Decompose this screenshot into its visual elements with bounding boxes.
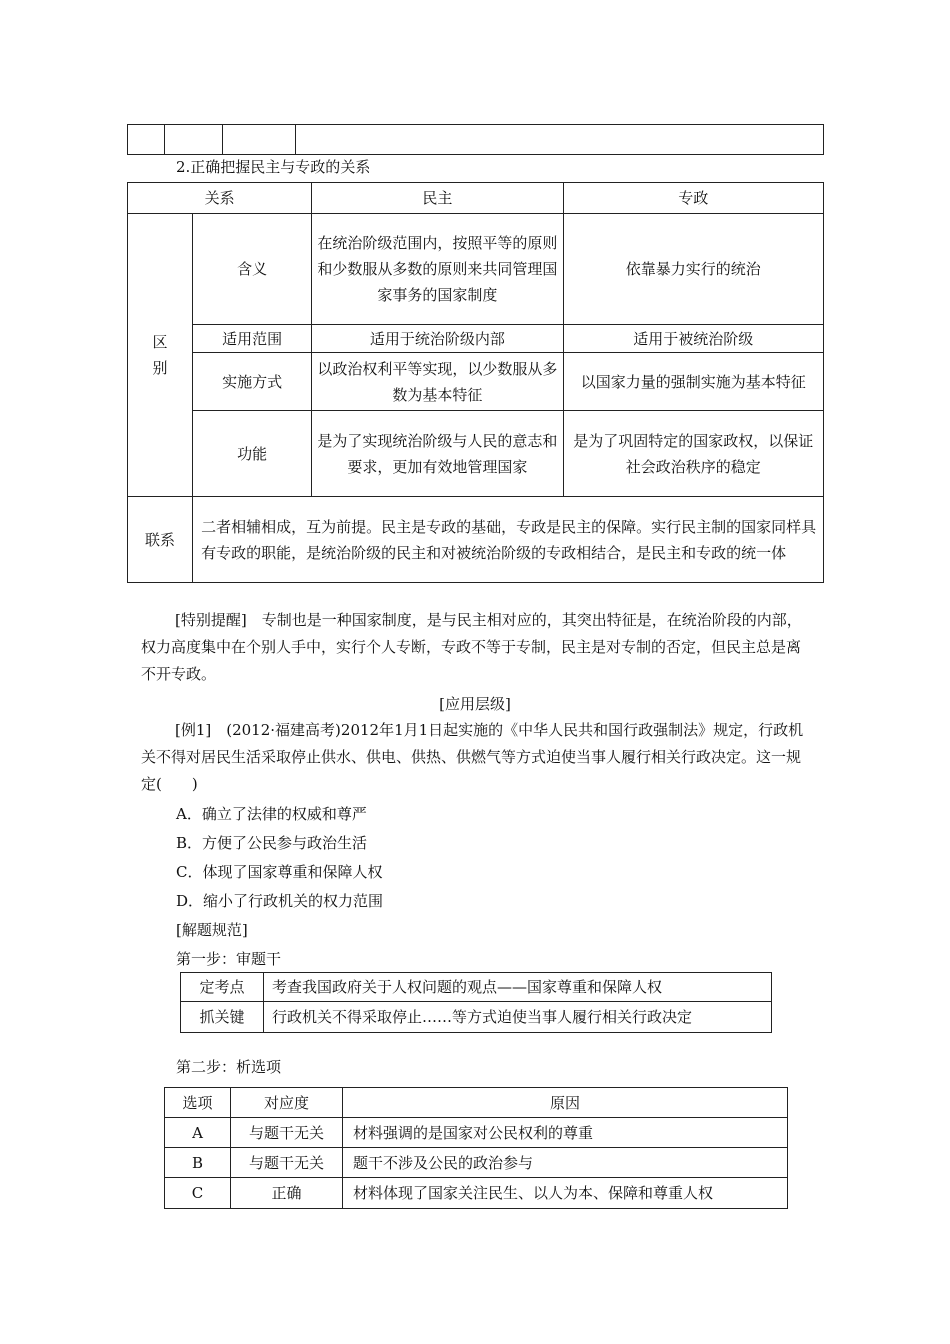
- special-note-text: [特别提醒] 专制也是一种国家制度，是与民主相对应的，其突出特征是，在统治阶段的内部，权力高度集中在个别人手中，实行个人专断，专政不等于专制，民主是对专制的否定，但民主总是离不开专政。: [141, 611, 802, 683]
- step2-reason: 题干不涉及公民的政治参与: [343, 1148, 788, 1178]
- remnant-cell: [296, 125, 824, 155]
- solution-label: [解题规范]: [176, 921, 248, 939]
- remnant-cell: [223, 125, 296, 155]
- section-title: 2.正确把握民主与专政的关系: [176, 158, 371, 176]
- top-remnant-table: [127, 124, 824, 155]
- option-list: [176, 800, 383, 974]
- democracy-function: 是为了实现统治阶级与人民的意志和要求，更加有效地管理国家: [312, 411, 563, 497]
- step2-header-option: 选项: [165, 1088, 231, 1118]
- step2-degree: 与题干无关: [231, 1148, 343, 1178]
- example-stem: [141, 717, 814, 798]
- dictatorship-function: 是为了巩固特定的国家政权，以保证社会政治秩序的稳定: [563, 411, 823, 497]
- democracy-scope: 适用于统治阶级内部: [312, 325, 563, 353]
- aspect-function: 功能: [193, 411, 312, 497]
- step2-option: B: [165, 1148, 231, 1178]
- dictatorship-meaning: 依靠暴力实行的统治: [563, 214, 823, 325]
- step2-header-degree: 对应度: [231, 1088, 343, 1118]
- aspect-meaning: 含义: [193, 214, 312, 325]
- remnant-cell: [128, 125, 165, 155]
- special-note: [141, 607, 814, 688]
- step2-degree: 正确: [231, 1178, 343, 1209]
- header-relation: 关系: [128, 183, 312, 214]
- step1-label: 抓关键: [181, 1002, 264, 1033]
- step2-option: C: [165, 1178, 231, 1209]
- application-heading: [应用层级]: [439, 695, 511, 713]
- step2-degree: 与题干无关: [231, 1118, 343, 1148]
- header-dictatorship: 专政: [563, 183, 823, 214]
- democracy-meaning: 在统治阶级范围内，按照平等的原则和少数服从多数的原则来共同管理国家事务的国家制度: [312, 214, 563, 325]
- option-b: B．方便了公民参与政治生活: [176, 834, 368, 852]
- dictatorship-method: 以国家力量的强制实施为基本特征: [563, 353, 823, 411]
- link-label: 联系: [128, 497, 193, 583]
- step2-table: [164, 1087, 788, 1209]
- option-a: A．确立了法律的权威和尊严: [176, 805, 367, 823]
- header-democracy: 民主: [312, 183, 563, 214]
- step2-reason: 材料强调的是国家对公民权利的尊重: [343, 1118, 788, 1148]
- step2-title: 第二步：析选项: [176, 1058, 282, 1076]
- dictatorship-scope: 适用于被统治阶级: [563, 325, 823, 353]
- step2-header-reason: 原因: [343, 1088, 788, 1118]
- option-d: D．缩小了行政机关的权力范围: [176, 892, 384, 910]
- option-c: C．体现了国家尊重和保障人权: [176, 863, 383, 881]
- democracy-method: 以政治权利平等实现，以少数服从多数为基本特征: [312, 353, 563, 411]
- step1-title: 第一步：审题干: [176, 950, 282, 968]
- step2-reason: 材料体现了国家关注民生、以人为本、保障和尊重人权: [343, 1178, 788, 1209]
- aspect-scope: 适用范围: [193, 325, 312, 353]
- step1-text: 考查我国政府关于人权问题的观点——国家尊重和保障人权: [264, 973, 772, 1002]
- step1-label: 定考点: [181, 973, 264, 1002]
- relation-table: [127, 182, 824, 583]
- group-label-difference: 区 别: [128, 214, 193, 497]
- step1-table: [180, 972, 772, 1033]
- remnant-cell: [165, 125, 223, 155]
- link-text: 二者相辅相成，互为前提。民主是专政的基础，专政是民主的保障。实行民主制的国家同样具有专政的职能，是统治阶级的民主和对被统治阶级的专政相结合，是民主和专政的统一体: [193, 497, 824, 583]
- aspect-method: 实施方式: [193, 353, 312, 411]
- step2-option: A: [165, 1118, 231, 1148]
- example-stem-text: [例1] (2012·福建高考)2012年1月1日起实施的《中华人民共和国行政强制法》规定，行政机关不得对居民生活采取停止供水、供电、供热、供燃气等方式迫使当事人履行相关行政决定。这一规定( ): [141, 721, 804, 793]
- step1-text: 行政机关不得采取停止……等方式迫使当事人履行相关行政决定: [264, 1002, 772, 1033]
